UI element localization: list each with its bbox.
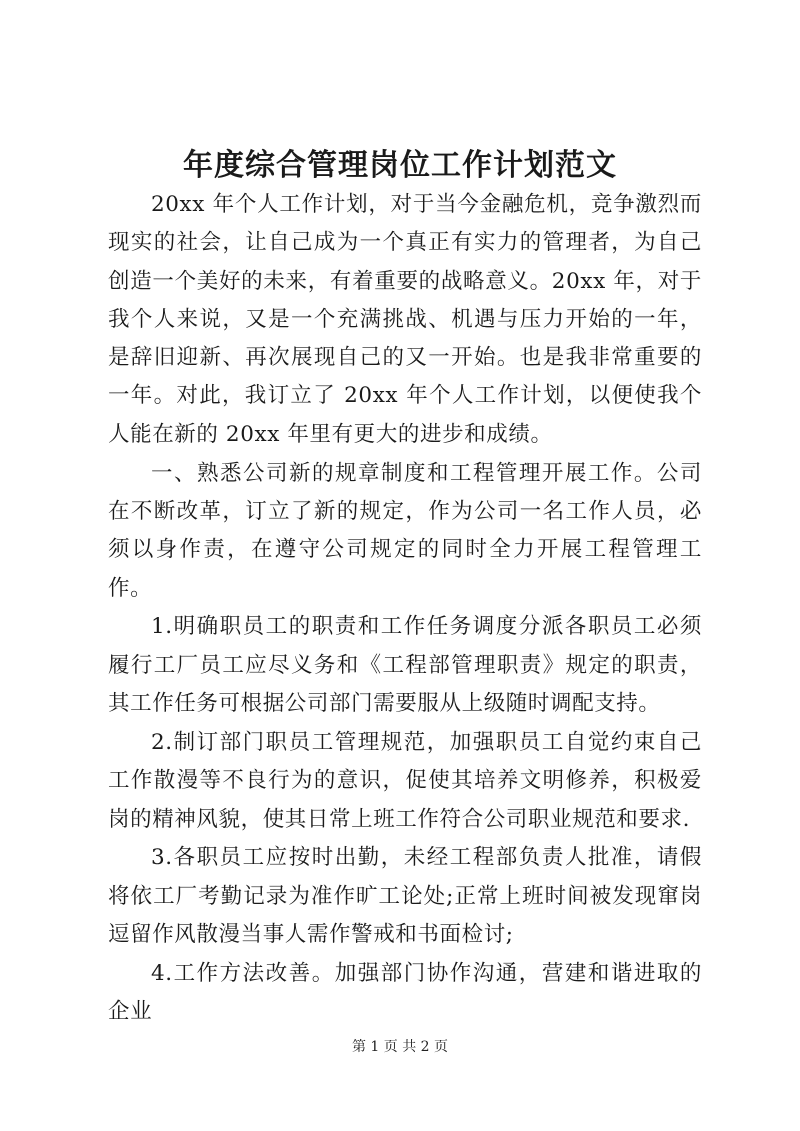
page-title: 年度综合管理岗位工作计划范文 [183, 148, 617, 183]
paragraph-intro: 20xx 年个人工作计划，对于当今金融危机，竞争激烈而现实的社会，让自己成为一个真正有实力的管理者，为自己创造一个美好的未来，有着重要的战略意义。20xx 年，对于我个人来说，又是一个充满挑战、机遇与压力开始的一年，是辞旧迎新、再次展现自己的又一开始。也是我非常重要的一年。对此，我订立了 20xx 年个人工作计划，以便使我个人能在新的 20xx 年里有更大的进步和成绩。 [108, 192, 702, 447]
paragraph-item-4: 4.工作方法改善。加强部门协作沟通，营建和谐进取的企业 [108, 960, 702, 1025]
paragraph-item-2: 2.制订部门职员工管理规范，加强职员工自觉约束自己工作散漫等不良行为的意识，促使其培养文明修养，积极爱岗的精神风貌，使其日常上班工作符合公司职业规范和要求. [108, 729, 702, 832]
paragraph-item-1: 1.明确职员工的职责和工作任务调度分派各职员工必须履行工厂员工应尽义务和《工程部管理职责》规定的职责，其工作任务可根据公司部门需要服从上级随时调配支持。 [108, 614, 702, 717]
paragraph-section-1: 一、熟悉公司新的规章制度和工程管理开展工作。公司在不断改革，订立了新的规定，作为公司一名工作人员，必须以身作责，在遵守公司规定的同时全力开展工程管理工作。 [108, 460, 702, 601]
page-footer: 第 1 页 共 2 页 [351, 1039, 449, 1055]
document-body [108, 186, 702, 1032]
paragraph-item-3: 3.各职员工应按时出勤，未经工程部负责人批准，请假将依工厂考勤记录为准作旷工论处;正常上班时间被发现窜岗逗留作风散漫当事人需作警戒和书面检讨; [108, 845, 702, 948]
